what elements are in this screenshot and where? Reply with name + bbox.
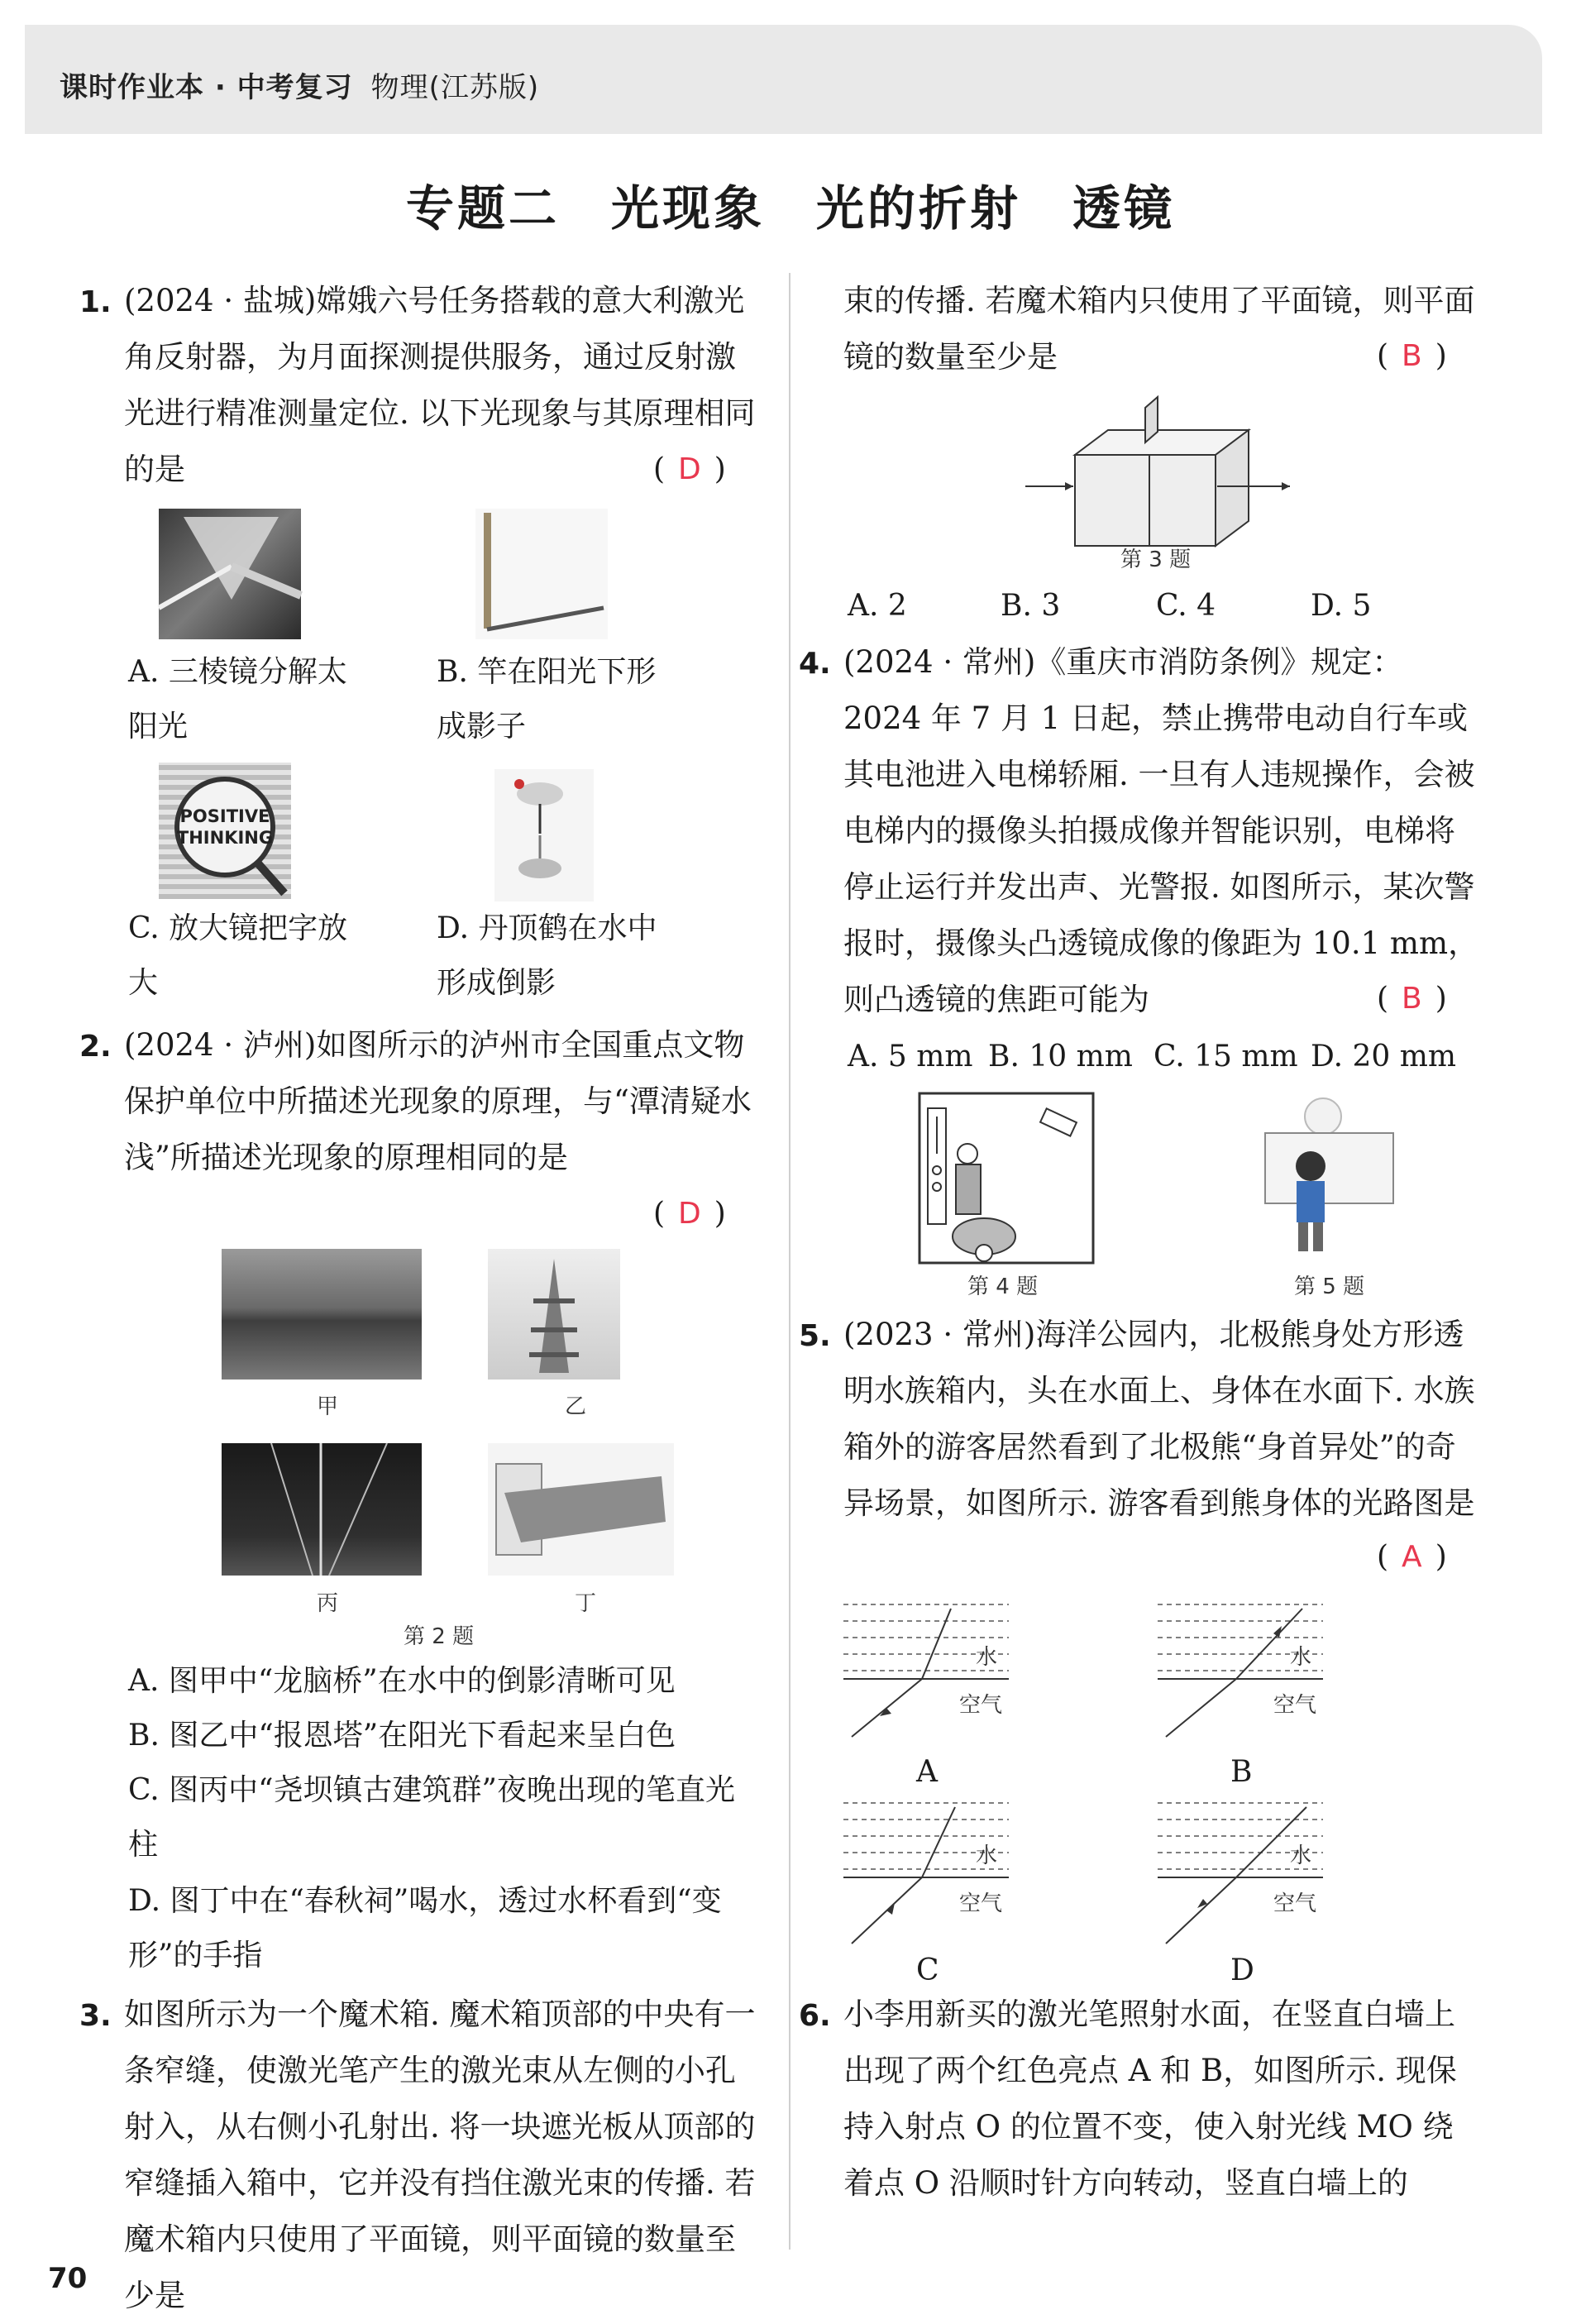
q5-option-c-label: C	[916, 1953, 939, 1987]
q5-option-b-label: B	[1230, 1755, 1253, 1789]
label-jia: 甲	[317, 1394, 339, 1419]
d-water-label: 水	[1290, 1843, 1312, 1868]
q1-option-b: B. 竿在阳光下形成影子	[437, 655, 657, 744]
q6-text	[843, 1987, 1480, 2212]
b-air-label: 空气	[1273, 1693, 1317, 1718]
label-ding: 丁	[575, 1591, 597, 1616]
a-water-label: 水	[976, 1645, 998, 1670]
q2-option-d: D. 图丁中在“春秋祠”喝水，透过水杯看到“变形”的手指	[128, 1884, 722, 1973]
q1-option-a: A. 三棱镜分解太阳光	[128, 655, 347, 744]
q4-option-c: C. 15 mm	[1154, 1040, 1298, 1074]
q4-option-b: B. 10 mm	[988, 1040, 1133, 1074]
diagram-d	[1158, 1803, 1323, 1944]
pole-drawing	[475, 509, 608, 639]
photo-yi	[488, 1249, 620, 1380]
photo-ding	[488, 1443, 674, 1576]
q5-stem: (2023 · 常州)海洋公园内，北极熊身处方形透明水族箱内，头在水面上、身体在水面下. 水族箱外的游客居然看到了北极熊“身首异处”的奇异场景，如图所示. 游客看到熊身体的光路图是	[843, 1317, 1475, 1521]
light-beams-drawing	[222, 1443, 422, 1576]
q3-answer: ( B )	[1377, 339, 1447, 373]
q1-answer-letter: D	[678, 452, 701, 486]
polar-bear-tank-diagram	[1257, 1092, 1397, 1261]
q4-option-d: D. 20 mm	[1311, 1040, 1456, 1074]
header-subject: 物理(江苏版)	[370, 71, 540, 104]
q3-option-a: A. 2	[848, 589, 907, 623]
hand-glass-drawing	[488, 1443, 674, 1576]
header-series: 课时作业本 · 中考复习	[60, 71, 353, 104]
q2-text	[124, 1017, 761, 1186]
magnifier-photo	[159, 763, 291, 899]
prism-photo	[159, 509, 301, 639]
q5-caption: 第 5 题	[1294, 1274, 1365, 1299]
q4-caption: 第 4 题	[967, 1274, 1039, 1299]
q5-number: 5.	[799, 1319, 831, 1353]
magnifier-word-1: POSITIVE	[179, 806, 270, 826]
q4-answer-letter: B	[1402, 982, 1422, 1016]
elevator-camera-diagram	[918, 1092, 1096, 1265]
b-water-label: 水	[1290, 1645, 1312, 1670]
diagram-c	[843, 1803, 1009, 1944]
q4-answer: ( B )	[1377, 982, 1447, 1016]
photo-jia	[222, 1249, 422, 1380]
photo-bing	[222, 1443, 422, 1576]
crane-photo	[494, 769, 594, 901]
header-text	[60, 65, 539, 105]
label-yi: 乙	[565, 1394, 587, 1419]
page-title: 专题二 光现象 光的折射 透镜	[405, 180, 1175, 237]
q1-number: 1.	[79, 285, 112, 319]
q4-text	[843, 634, 1480, 1028]
q3-stem: 如图所示为一个魔术箱. 魔术箱顶部的中央有一条窄缝，使激光笔产生的激光束从左侧的小孔射入，从右侧小孔射出. 将一块遮光板从顶部的窄缝插入箱中，它并没有挡住激光束的传播. 若魔术箱内只使用了平面镜，则平面镜的数量至少是	[124, 1996, 756, 2313]
pagoda-drawing	[488, 1249, 620, 1380]
q3-answer-letter: B	[1402, 339, 1422, 373]
label-bing: 丙	[317, 1591, 339, 1616]
q2-number: 2.	[79, 1030, 112, 1064]
q3-text-cont: 束的传播. 若魔术箱内只使用了平面镜，则平面镜的数量至少是	[843, 283, 1475, 375]
magnifier-drawing	[159, 763, 291, 899]
q5-answer-letter: A	[1402, 1540, 1422, 1574]
q3-number: 3.	[79, 1999, 112, 2033]
q3-option-b: B. 3	[1001, 589, 1061, 623]
crane-drawing	[494, 769, 594, 901]
column-divider	[789, 273, 790, 2250]
q5-option-d-label: D	[1230, 1953, 1254, 1987]
q2-answer-letter: D	[678, 1197, 701, 1231]
prism-drawing	[159, 509, 301, 639]
q2-stem: (2024 · 泸州)如图所示的泸州市全国重点文物保护单位中所描述光现象的原理，与“潭清疑水浅”所描述光现象的原理相同的是	[124, 1027, 752, 1175]
q1-answer: ( D )	[653, 452, 726, 486]
pole-shadow-photo	[475, 509, 608, 639]
q4-stem: (2024 · 常州)《重庆市消防条例》规定：2024 年 7 月 1 日起，禁止携带电动自行车或其电池进入电梯轿厢. 一旦有人违规操作，会被电梯内的摄像头拍摄成像并智能识别，电梯将停止运行并发出声、光警报. 如图所示，某次警报时，摄像头凸透镜成像的像距为 10.1 mm，则凸透镜的焦距可能为	[843, 644, 1479, 1017]
q1-option-c: C. 放大镜把字放大	[128, 911, 348, 1000]
q3-caption: 第 3 题	[1120, 548, 1192, 572]
q3-text-part1	[124, 1987, 761, 2313]
q4-option-a: A. 5 mm	[848, 1040, 973, 1074]
q3-option-d: D. 5	[1311, 589, 1372, 623]
q5-answer: ( A )	[1377, 1540, 1447, 1574]
q2-option-b: B. 图乙中“报恩塔”在阳光下看起来呈白色	[128, 1719, 676, 1753]
magnifier-word-2: THINKING	[176, 828, 274, 848]
q6-number: 6.	[799, 1999, 831, 2033]
q4-number: 4.	[799, 647, 831, 681]
q2-caption: 第 2 题	[404, 1624, 475, 1649]
q2-answer: ( D )	[653, 1197, 726, 1231]
q2-option-a: A. 图甲中“龙脑桥”在水中的倒影清晰可见	[128, 1664, 676, 1698]
page-number: 70	[48, 2262, 88, 2295]
q3-option-c: C. 4	[1156, 589, 1216, 623]
q1-option-d: D. 丹顶鹤在水中形成倒影	[437, 911, 657, 1000]
q5-text	[843, 1307, 1480, 1532]
q6-stem: 小李用新买的激光笔照射水面，在竖直白墙上出现了两个红色亮点 A 和 B，如图所示. 现保持入射点 O 的位置不变，使入射光线 MO 绕着点 O 沿顺时针方向转动，竖直白墙上的	[843, 1996, 1457, 2201]
c-water-label: 水	[976, 1843, 998, 1868]
d-air-label: 空气	[1273, 1891, 1317, 1916]
diagram-a	[843, 1604, 1009, 1737]
a-air-label: 空气	[959, 1693, 1003, 1718]
q2-option-c: C. 图丙中“尧坝镇古建筑群”夜晚出现的笔直光柱	[128, 1773, 735, 1862]
c-air-label: 空气	[959, 1891, 1003, 1916]
diagram-b	[1158, 1604, 1323, 1737]
q1-stem: (2024 · 盐城)嫦娥六号任务搭载的意大利激光角反射器，为月面探测提供服务，通过反射激光进行精准测量定位. 以下光现象与其原理相同的是	[124, 283, 756, 487]
light-path-diagrams	[843, 1596, 1538, 1993]
q5-option-a-label: A	[916, 1755, 938, 1789]
